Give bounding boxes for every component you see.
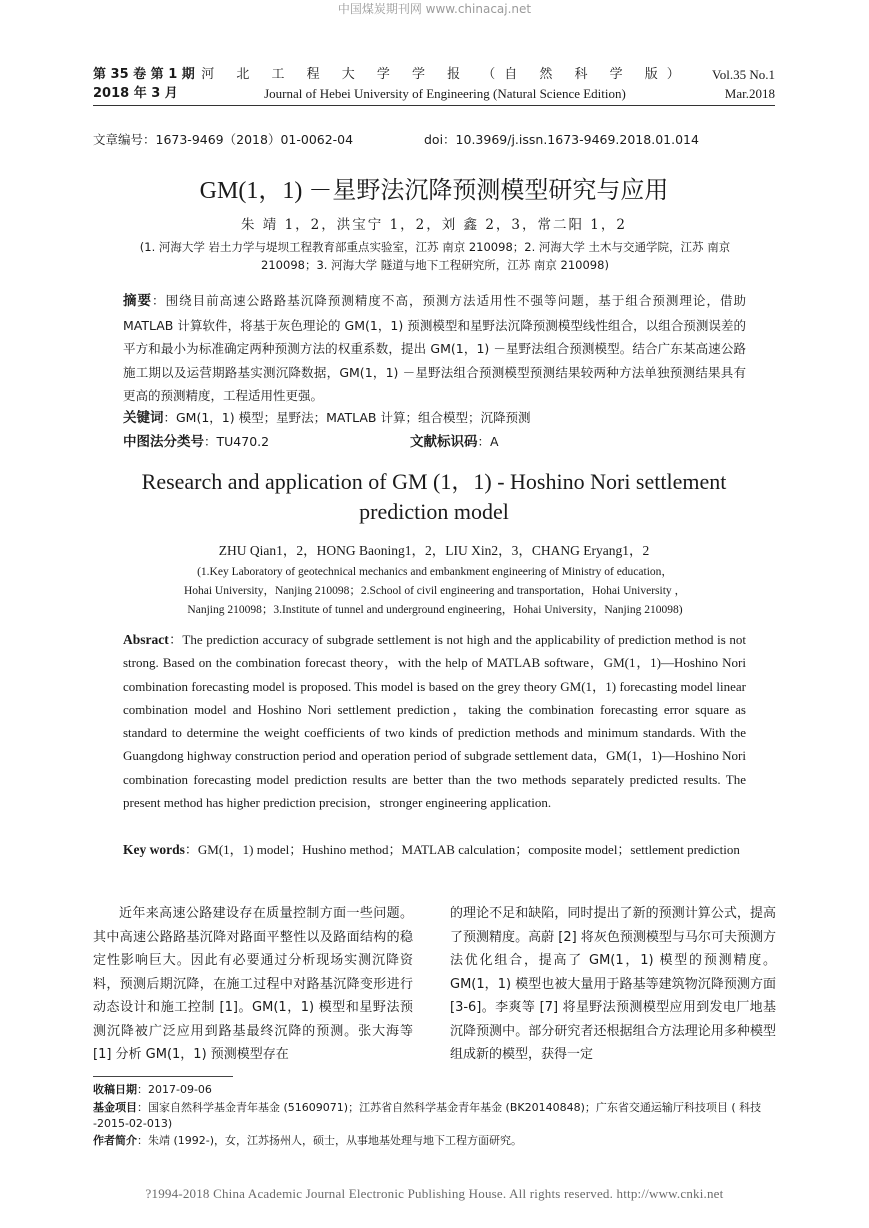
authors-en: ZHU Qian1，2，HONG Baoning1，2，LIU Xin2，3，CHANG Eryang1，2	[218, 543, 650, 558]
authors-cn	[93, 213, 775, 233]
keywords-en-text: ：GM(1，1) model；Hushino method；MATLAB calculation；composite model；settlement prediction	[184, 842, 740, 857]
fund-text: ：国家自然科学基金青年基金 (51609071)；江苏省自然科学基金青年基金 (BK20140848)；广东省交通运输厅科技项目 ( 科技 -2015-02-013)	[93, 1101, 762, 1130]
received-label: 收稿日期	[93, 1083, 137, 1096]
copyright-footer: ?1994-2018 China Academic Journal Electronic Publishing House. All rights reserved. http://www.cnki.net	[145, 1186, 724, 1201]
header-volume-cn	[93, 65, 195, 103]
title-en	[93, 467, 775, 527]
abstract-cn-text: ：围绕目前高速公路路基沉降预测精度不高，预测方法适用性不强等问题，基于组合预测理论，借助 MATLAB 计算软件，将基于灰色理论的 GM(1，1) 预测模型和星野法沉降预测模型线性组合，以组合预测误差的平方和最小为标准确定两种预测方法的权重系数，提出 GM(1，1) －星野法组合预测模型。结合广东某高速公路施工期以及运营期路基实测沉降数据，GM(1，1) －星野法组合预测模型预测结果较两种方法单独预测结果具有更高的预测精度，工程适用性更强。	[123, 293, 746, 403]
title-cn: GM(1，1) －星野法沉降预测模型研究与应用	[199, 178, 669, 204]
affiliations-en-line3: Nanjing 210098；3.Institute of tunnel and underground engineering，Hohai University，Nanjing 210098)	[187, 604, 683, 616]
abstract-cn-label: 摘要	[123, 293, 153, 309]
footnote-divider	[93, 1076, 233, 1077]
doi: doi：10.3969/j.issn.1673-9469.2018.01.014	[424, 132, 699, 147]
document-code-cn-label: 文献标识码	[410, 434, 478, 450]
affiliations-en-line1: (1.Key Laboratory of geotechnical mechanics and embankment engineering of Ministry of education，	[197, 566, 673, 578]
volume-issue-en: Vol.35 No.1	[712, 67, 775, 82]
date-cn: 2018 年 3 月	[93, 86, 178, 101]
affiliations-cn: (1. 河海大学 岩土力学与堤坝工程教育部重点实验室，江苏 南京 210098；2. 河海大学 土木与交通学院，江苏 南京 210098；3. 河海大学 隧道与地下工程研究所，江苏 南京 210098)	[139, 240, 731, 272]
abstract-en	[123, 628, 746, 814]
header-volume-en	[712, 65, 775, 103]
abstract-en-text: ：The prediction accuracy of subgrade settlement is not high and the applicability of prediction method is not strong. Based on the combination forecast theory，with the help of MATLAB software，GM(1，1)—Hoshino Nori combination forecasting model is proposed. This model is based on the grey theory GM(1，1) forecasting model linear combination model and Hoshino Nori settlement prediction，taking the combination forecasting error square as standard to determine the weight coefficients of two kinds of prediction methods and minimum standards. With the Guangdong highway construction period and operation period of subgrade settlement data，GM(1，1)—Hoshino Nori combination forecasting model prediction results are better than the two methods separately predicted results. The present method has higher prediction precision，stronger engineering application.	[123, 632, 746, 811]
title-en-line1: Research and application of GM (1，1) - Hoshino Nori settlement	[141, 469, 727, 494]
abstract-cn	[123, 289, 746, 408]
received-date: ：2017-09-06	[137, 1083, 212, 1096]
body-column-left: 近年来高速公路建设存在质量控制方面一些问题。其中高速公路路基沉降对路面平整性以及路面结构的稳定性影响巨大。因此有必要通过分析现场实测沉降资料，预测后期沉降，在施工过程中对路基沉降变形进行动态设计和施工控制 [1]。GM(1，1) 模型和星野法预测沉降被广泛应用到路基最终沉降的预测。张大海等 [1] 分析 GM(1，1) 预测模型存在	[93, 906, 413, 1062]
keywords-en	[123, 838, 746, 861]
date-en: Mar.2018	[724, 86, 775, 101]
keywords-cn-text: ：GM(1，1) 模型；星野法；MATLAB 计算；组合模型；沉降预测	[163, 410, 531, 425]
fund-label: 基金项目	[93, 1101, 137, 1114]
header-journal	[200, 65, 690, 103]
keywords-en-label: Key words	[123, 842, 185, 857]
author-label: 作者简介	[93, 1134, 137, 1147]
watermark-top: 中国煤炭期刊网 www.chinacaj.net	[337, 2, 532, 16]
body-column-right: 的理论不足和缺陷，同时提出了新的预测计算公式，提高了预测精度。高蔚 [2] 将灰色预测模型与马尔可夫预测方法优化组合，提高了 GM(1，1) 模型的预测精度。GM(1，1) 模型也被大量用于路基等建筑物沉降预测方面 [3-6]。李爽等 [7] 将星野法预测模型应用到发电厂地基沉降预测中。部分研究者还根据组合方法理论用多种模型组成新的模型，获得一定	[450, 906, 776, 1062]
footnote-fund	[93, 1100, 765, 1132]
volume-issue-cn: 第 35 卷 第 1 期	[93, 67, 195, 82]
document-code-cn	[410, 430, 499, 450]
article-number: 文章编号：1673-9469（2018）01-0062-04	[93, 132, 354, 147]
footnote-received	[93, 1082, 765, 1098]
abstract-en-label: Absract	[123, 632, 169, 647]
document-code-cn-text: ：A	[477, 434, 499, 449]
authors-cn-text: 朱 靖 1，2，洪宝宁 1，2，刘 鑫 2，3，常二阳 1，2	[241, 217, 627, 233]
author-text: ：朱靖 (1992-)，女，江苏扬州人，硕士，从事地基处理与地下工程方面研究。	[137, 1134, 523, 1147]
affiliations-en-line2: Hohai University，Nanjing 210098；2.School of civil engineering and transportation，Hohai University ，	[183, 585, 687, 597]
title-en-line2: prediction model	[359, 499, 509, 524]
classification-cn	[123, 430, 269, 450]
classification-cn-label: 中图法分类号	[123, 434, 204, 450]
journal-name-en: Journal of Hebei University of Engineering (Natural Science Edition)	[264, 86, 626, 101]
keywords-cn-label: 关键词	[123, 410, 164, 426]
header-divider	[93, 105, 775, 106]
journal-name-cn: 河 北 工 程 大 学 学 报 （自 然 科 学 版）	[201, 67, 689, 82]
classification-cn-text: ：TU470.2	[204, 434, 270, 449]
footnote-author	[93, 1133, 765, 1149]
keywords-cn	[123, 406, 530, 426]
affiliations-en	[140, 563, 730, 620]
